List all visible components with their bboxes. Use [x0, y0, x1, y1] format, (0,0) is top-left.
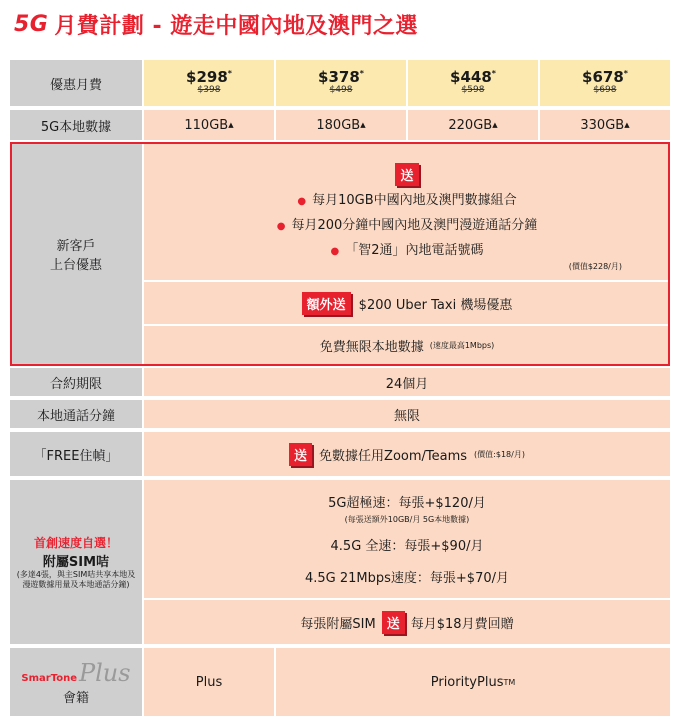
membership-priority [276, 648, 670, 716]
smartone-plus-logo [21, 659, 130, 687]
unlimited-data-text: 免費無限本地數據 [319, 339, 424, 355]
label-free-home: 「FREE住幀」 [10, 432, 142, 476]
bullet-icon: ● [330, 246, 340, 257]
logo-plus: Plus [78, 658, 131, 687]
label-new-customer [10, 144, 142, 364]
rebate-post: 每月$18月費回贈 [410, 616, 514, 632]
data-1: 110GB [184, 117, 229, 133]
priority-plus-text: PriorityPlus [430, 674, 504, 690]
asterisk: * [359, 69, 364, 79]
gift-item-2 [277, 214, 538, 233]
free-home-text: 免數據任用Zoom/Teams [319, 448, 468, 464]
unlimited-data-row [144, 326, 670, 364]
new-customer-line1: 新客戶 [56, 239, 96, 254]
triangle-mark: ▲ [624, 121, 630, 129]
gift-item-1-text: 每月10GB中國內地及澳門數據組合 [312, 193, 517, 208]
title-5g: 5G [14, 11, 49, 37]
free-home-badge: 送 [289, 443, 312, 466]
gift-value-note: (價值$228/月) [568, 262, 622, 271]
sub-sim-rebate-row [144, 600, 670, 644]
plan-data-4 [540, 110, 670, 140]
sub-sim-title: 首創速度自選！ [33, 536, 118, 550]
old-price-3: $598 [461, 85, 485, 96]
label-contract: 合約期限 [10, 368, 142, 396]
gift-badge: 送 [395, 163, 418, 186]
new-customer-gifts [144, 144, 670, 280]
plan-data-2 [276, 110, 406, 140]
gift-item-2-text: 每月200分鐘中國內地及澳門漫遊通話分鐘 [291, 218, 538, 233]
membership-label: 會籍 [62, 690, 89, 706]
unlimited-data-note: (速度最高1Mbps) [429, 340, 495, 350]
rebate-pre: 每張附屬SIM [300, 616, 376, 632]
trademark-mark: TM [503, 677, 516, 687]
data-3: 220GB [448, 117, 493, 133]
data-2: 180GB [316, 117, 361, 133]
gift-item-1 [297, 189, 516, 208]
plan-data-3 [408, 110, 538, 140]
plan-table [10, 60, 670, 720]
gift-item-3-text: 「智2通」內地電話號碼 [345, 243, 484, 258]
plan-price-4 [540, 60, 670, 106]
sub-sim-note: (多達4張，與主SIM咭共享本地及漫遊數據用量及本地通話分鐘) [16, 570, 136, 589]
label-sub-sim [10, 480, 142, 644]
membership-plus: Plus [144, 648, 274, 716]
extra-gift-badge: 額外送 [302, 292, 351, 315]
title-text: 月費計劃 - 遊走中國內地及澳門之選 [54, 13, 418, 39]
free-home-note: (價值:$18/月) [474, 449, 525, 459]
price-1: $298 [186, 68, 228, 87]
triangle-mark: ▲ [492, 121, 498, 129]
logo-smartone: SmarTone [21, 672, 77, 684]
sub-sim-options [144, 480, 670, 598]
price-2: $378 [318, 68, 360, 87]
asterisk: * [623, 69, 628, 79]
plan-price-2 [276, 60, 406, 106]
price-4: $678 [582, 68, 624, 87]
label-monthly-fee: 優惠月費 [10, 60, 142, 106]
old-price-1: $398 [197, 85, 221, 96]
plan-price-1 [144, 60, 274, 106]
label-local-minutes: 本地通話分鐘 [10, 400, 142, 428]
triangle-mark: ▲ [228, 121, 234, 129]
old-price-2: $498 [329, 85, 353, 96]
asterisk: * [227, 69, 232, 79]
gift-item-3 [330, 239, 483, 258]
triangle-mark: ▲ [360, 121, 366, 129]
rebate-badge: 送 [382, 611, 405, 634]
sim-option-5g-note: (每張送額外10GB/月 5G本地數據) [344, 515, 470, 524]
local-minutes-value: 無限 [144, 400, 670, 428]
extra-gift-text: $200 Uber Taxi 機場優惠 [358, 297, 513, 313]
label-membership [10, 648, 142, 716]
sub-sim-sub: 附屬SIM咭 [42, 555, 110, 570]
price-3: $448 [450, 68, 492, 87]
bullet-icon: ● [297, 196, 307, 207]
new-customer-line2: 上台優惠 [49, 258, 102, 273]
data-4: 330GB [580, 117, 625, 133]
bullet-icon: ● [276, 221, 286, 232]
sim-option-5g: 5G超極速：每張+$120/月 [328, 496, 486, 511]
page-title [14, 6, 418, 42]
label-5g-data: 5G本地數據 [10, 110, 142, 140]
plan-price-3 [408, 60, 538, 106]
extra-gift-row [144, 282, 670, 324]
plan-data-1 [144, 110, 274, 140]
asterisk: * [491, 69, 496, 79]
old-price-4: $698 [593, 85, 617, 96]
sim-option-45g: 4.5G 全速：每張+$90/月 [330, 539, 484, 554]
contract-value: 24個月 [144, 368, 670, 396]
free-home-row [144, 432, 670, 476]
sim-option-45g-21: 4.5G 21Mbps速度：每張+$70/月 [304, 571, 509, 586]
